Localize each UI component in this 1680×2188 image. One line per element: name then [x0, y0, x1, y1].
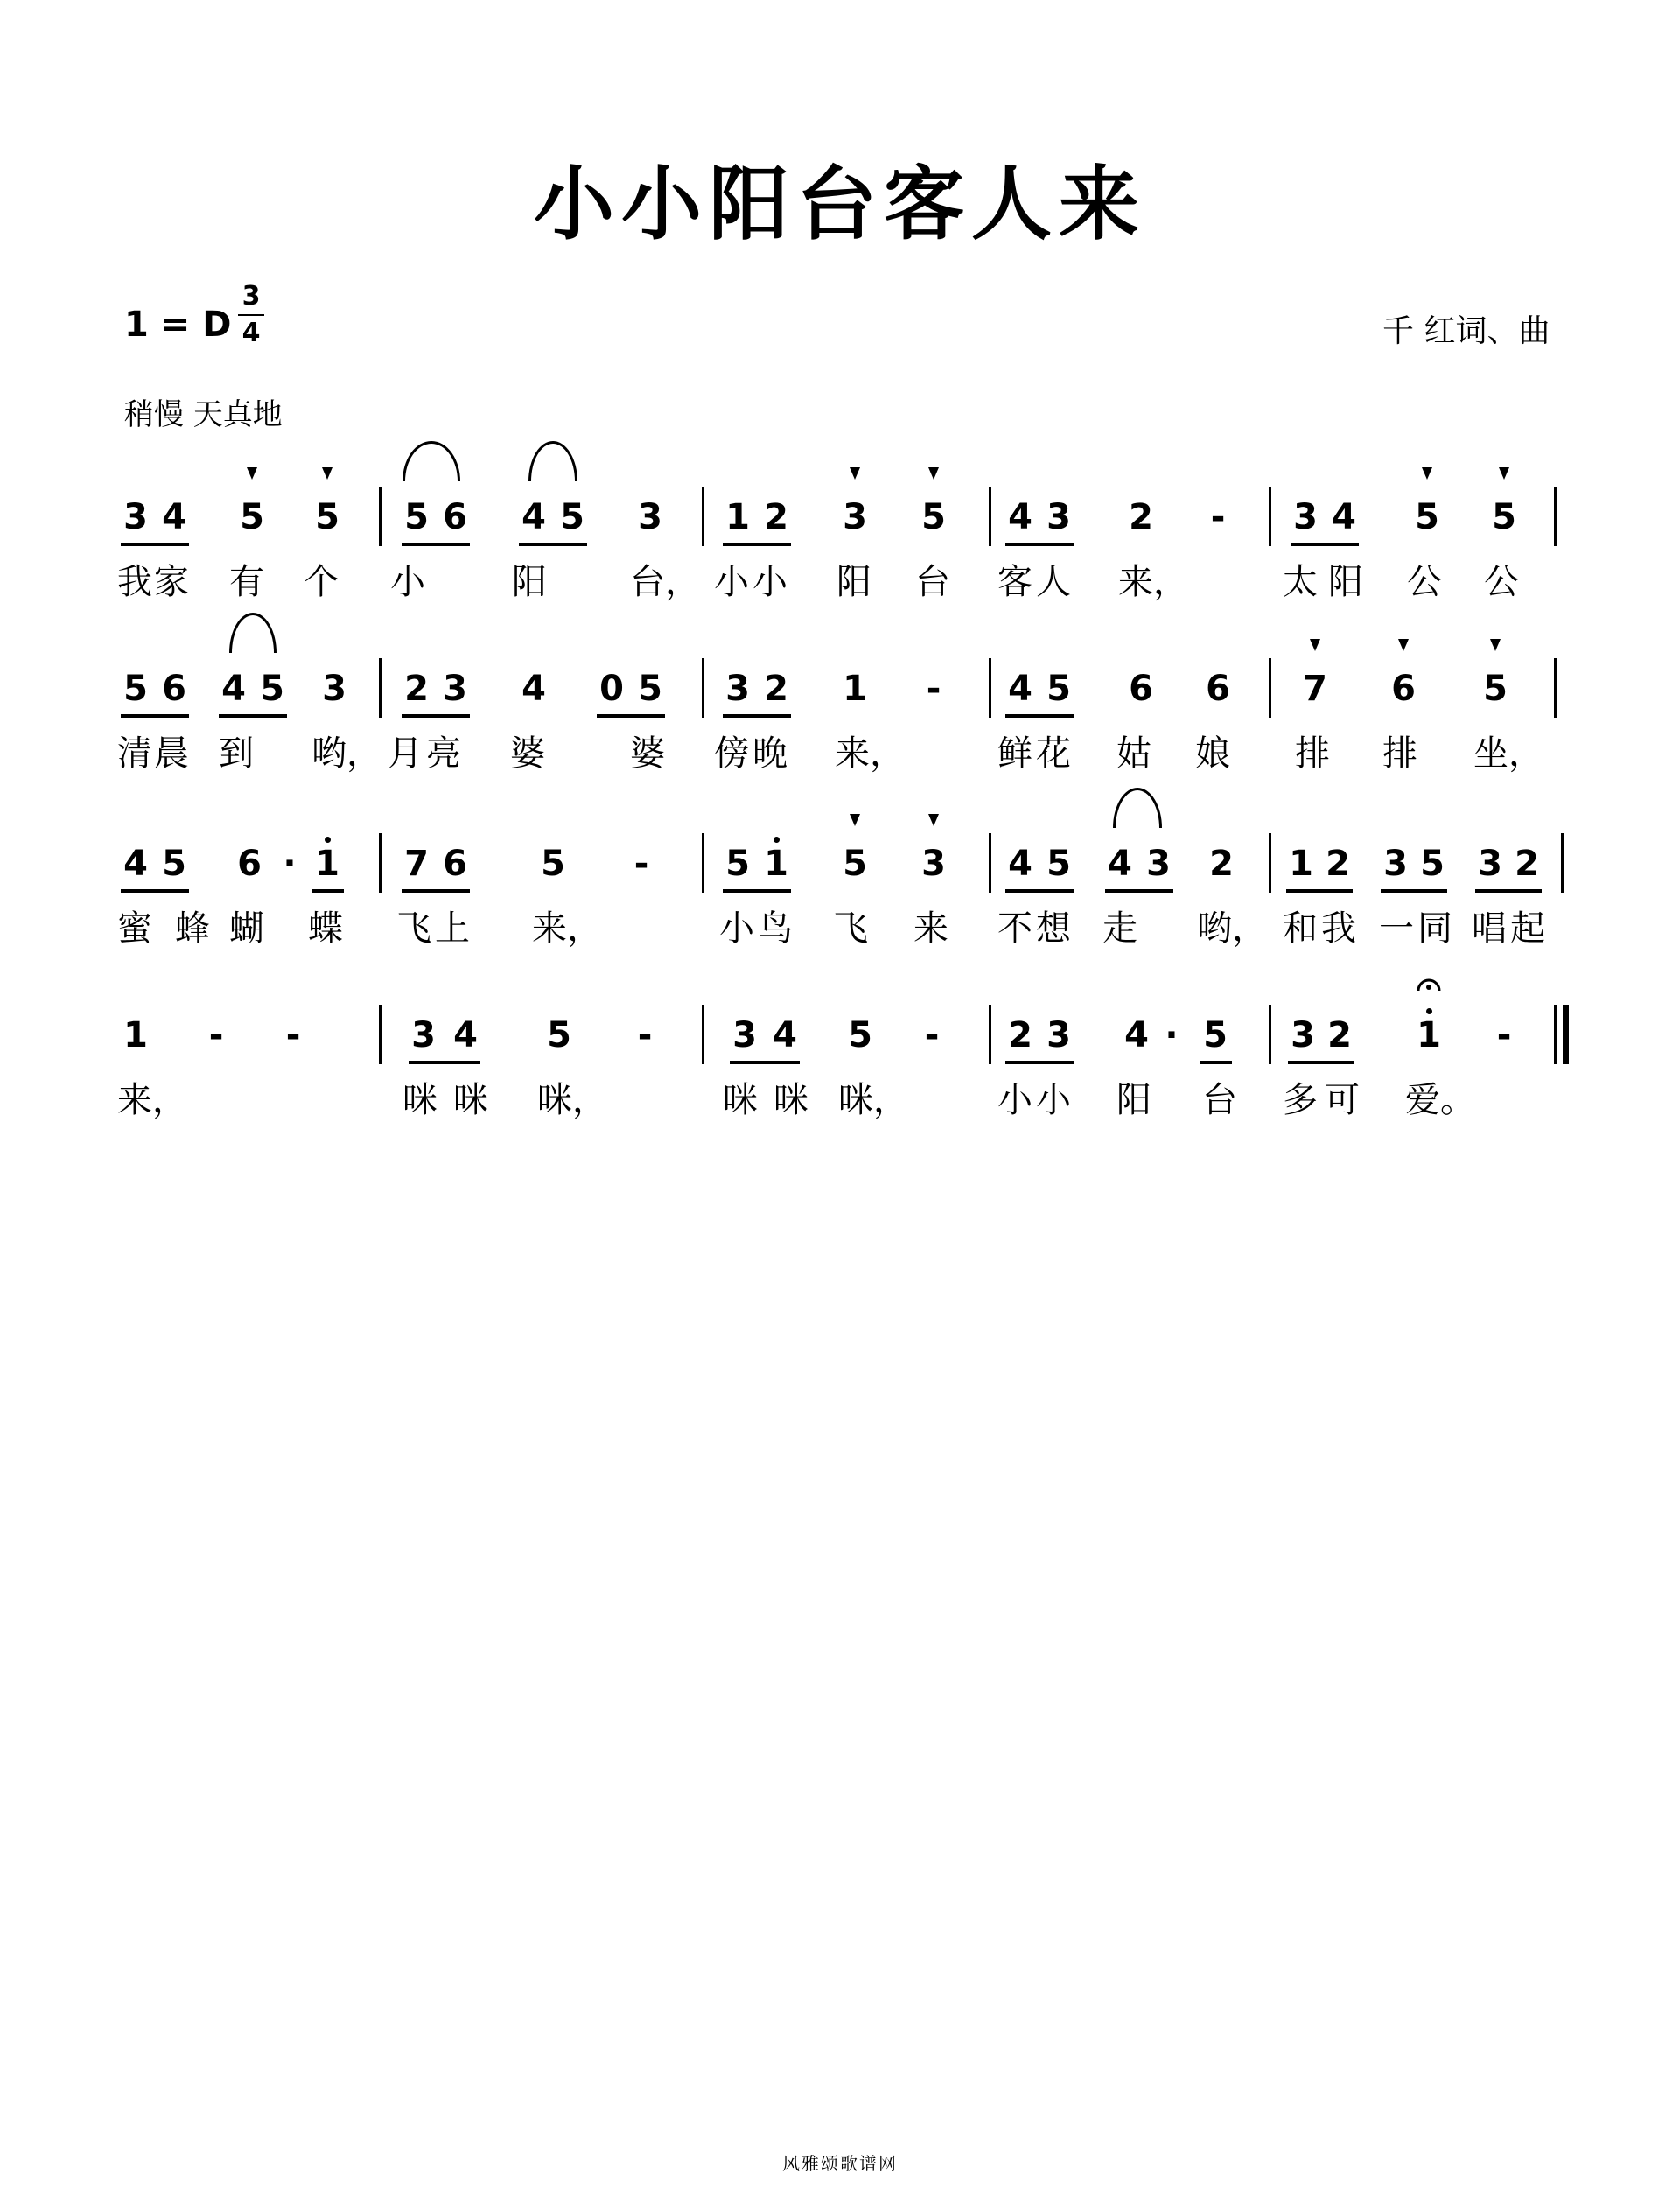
accent-mark — [1499, 467, 1509, 480]
accent-mark — [850, 467, 860, 480]
slur — [402, 441, 460, 481]
note: 7 — [404, 844, 429, 884]
lyric-char: 客 — [998, 562, 1032, 602]
underline — [1005, 714, 1074, 718]
lyric-char: 想 — [1036, 908, 1071, 949]
underline — [519, 543, 587, 546]
note: - — [926, 669, 942, 709]
note: 3 — [1293, 497, 1318, 537]
lyric-char: 咪 — [723, 1080, 758, 1120]
underline — [1381, 889, 1447, 893]
note: 6 — [1129, 669, 1153, 709]
note: 1 — [764, 844, 788, 884]
note: 6 — [1391, 669, 1416, 709]
high-octave-dot — [1426, 1008, 1432, 1014]
lyric-char: 和 — [1283, 908, 1318, 949]
note: 3 — [123, 497, 148, 537]
note: 1 — [725, 497, 750, 537]
note: 5 — [123, 669, 148, 709]
note: 3 — [322, 669, 346, 709]
lyric-char: 阳 — [1116, 1080, 1152, 1120]
bar-line — [702, 1005, 704, 1064]
lyric-char: 亮 — [426, 733, 461, 774]
note: 5 — [1420, 844, 1445, 884]
lyric-char: 小 — [1036, 1080, 1071, 1120]
lyric-char: 飞 — [396, 908, 431, 949]
bar-line — [1561, 833, 1564, 893]
lyric-line-2 — [0, 732, 1680, 784]
underline — [597, 714, 665, 718]
note: 5 — [1203, 1015, 1228, 1055]
note: 4 — [1008, 497, 1032, 537]
note: 3 — [411, 1015, 436, 1055]
underline — [1475, 889, 1542, 893]
lyric-char: 个 — [304, 562, 339, 602]
note: 5 — [725, 844, 750, 884]
bar-line — [379, 833, 382, 893]
lyric-line-4 — [0, 1078, 1680, 1131]
lyric-line-3 — [0, 907, 1680, 959]
lyric-char: 娘 — [1195, 733, 1230, 774]
lyric-char: 哟， — [312, 733, 382, 774]
note: 4 — [522, 669, 546, 709]
bar-line — [379, 1005, 382, 1064]
underline — [723, 714, 791, 718]
note: - — [208, 1015, 224, 1055]
underline — [1288, 1061, 1354, 1064]
note: 4 — [221, 669, 246, 709]
note: 5 — [848, 1015, 872, 1055]
lyric-char: 排 — [1382, 733, 1418, 774]
note: 3 — [638, 497, 662, 537]
note: 5 — [162, 844, 186, 884]
note: - — [1496, 1015, 1512, 1055]
note: 5 — [560, 497, 584, 537]
note: 2 — [764, 497, 788, 537]
lyric-char: 咪 — [774, 1080, 808, 1120]
lyric-char: 蜂 — [175, 908, 210, 949]
note: 5 — [315, 497, 340, 537]
note: 3 — [1046, 1015, 1071, 1055]
bar-line — [1554, 1005, 1557, 1064]
slur — [528, 441, 578, 481]
note: 1 — [315, 844, 340, 884]
note: 4 — [1332, 497, 1356, 537]
note: 4 — [453, 1015, 478, 1055]
bar-line — [1269, 487, 1271, 546]
lyric-char: 小 — [714, 562, 749, 602]
bar-line — [1269, 1005, 1271, 1064]
note: 3 — [1146, 844, 1171, 884]
lyric-char: 坐， — [1474, 733, 1544, 774]
lyric-char: 唱 — [1472, 908, 1507, 949]
lyric-char: 蜜 — [117, 908, 152, 949]
lyric-char: 起 — [1510, 908, 1545, 949]
bar-line — [702, 833, 704, 893]
note: 1 — [843, 669, 867, 709]
bar-line — [989, 833, 991, 893]
note: 5 — [260, 669, 284, 709]
note: 3 — [1478, 844, 1502, 884]
lyric-char: 台 — [1202, 1080, 1237, 1120]
note: 4 — [1124, 1015, 1149, 1055]
lyric-char: 可 — [1325, 1080, 1360, 1120]
lyric-char: 来， — [532, 908, 602, 949]
lyric-char: 小 — [390, 562, 425, 602]
accent-mark — [1310, 639, 1320, 651]
lyric-char: 月 — [388, 733, 423, 774]
lyric-char: 花 — [1036, 733, 1071, 774]
lyric-char: 我 — [117, 562, 152, 602]
bar-line — [1554, 487, 1557, 546]
time-signature-line — [238, 314, 264, 316]
lyric-char: 我 — [1321, 908, 1356, 949]
underline — [312, 889, 344, 893]
note: 3 — [1046, 497, 1071, 537]
song-title: 小小阳台客人来 — [533, 158, 1146, 251]
note: 1 — [1417, 1015, 1441, 1055]
lyric-char: 婆 — [510, 733, 545, 774]
underline — [723, 889, 791, 893]
underline — [121, 543, 189, 546]
lyric-char: 蝶 — [308, 908, 343, 949]
score-line-3 — [0, 842, 1680, 912]
lyric-char: 不 — [998, 908, 1032, 949]
lyric-char: 阳 — [1328, 562, 1363, 602]
lyric-char: 飞 — [833, 908, 868, 949]
note: 4 — [1008, 669, 1032, 709]
note: 5 — [404, 497, 429, 537]
note: 5 — [1046, 844, 1071, 884]
lyric-char: 多 — [1283, 1080, 1318, 1120]
underline — [1291, 543, 1359, 546]
lyric-char: 小 — [752, 562, 788, 602]
lyric-char: 阳 — [836, 562, 872, 602]
lyric-char: 咪 — [402, 1080, 438, 1120]
lyric-char: 公 — [1407, 562, 1442, 602]
underline — [1286, 889, 1353, 893]
note: 2 — [1008, 1015, 1032, 1055]
note: 2 — [404, 669, 429, 709]
lyric-char: 太 — [1283, 562, 1318, 602]
lyric-char: 婆 — [630, 733, 665, 774]
note: 3 — [1291, 1015, 1315, 1055]
fermata-icon — [1417, 973, 1441, 992]
note: 5 — [1415, 497, 1439, 537]
note: 4 — [773, 1015, 797, 1055]
note: 2 — [1327, 1015, 1352, 1055]
time-signature — [238, 280, 264, 350]
underline — [1005, 543, 1074, 546]
note: 6 — [443, 844, 467, 884]
bar-line — [1269, 658, 1271, 718]
accent-mark — [928, 814, 939, 826]
note: 2 — [764, 669, 788, 709]
underline — [121, 889, 189, 893]
score-line-2 — [0, 667, 1680, 737]
score-line-4 — [0, 1013, 1680, 1083]
underline — [1005, 889, 1074, 893]
score-line-1 — [0, 495, 1680, 565]
lyric-char: 阳 — [512, 562, 547, 602]
bar-line — [702, 658, 704, 718]
time-signature-top: 3 — [242, 281, 261, 312]
note: 6 — [443, 497, 467, 537]
underline — [1105, 889, 1173, 893]
lyric-char: 台， — [630, 562, 700, 602]
lyric-char: 哟， — [1197, 908, 1267, 949]
lyric-char: 公 — [1484, 562, 1519, 602]
underline — [402, 543, 470, 546]
slur — [229, 613, 276, 653]
accent-mark — [322, 467, 332, 480]
note: 2 — [1209, 844, 1234, 884]
lyric-char: 傍 — [714, 733, 749, 774]
bar-line — [379, 487, 382, 546]
lyric-char: 晨 — [154, 733, 189, 774]
bar-line — [379, 658, 382, 718]
accent-mark — [1490, 639, 1501, 651]
bar-line — [1554, 658, 1557, 718]
note: 4 — [162, 497, 186, 537]
note: 5 — [638, 669, 662, 709]
lyric-char: 上 — [435, 908, 470, 949]
note: 6 — [237, 844, 262, 884]
note: - — [634, 844, 649, 884]
note: · — [1165, 1015, 1179, 1055]
lyric-char: 来 — [914, 908, 948, 949]
underline — [402, 889, 470, 893]
note: - — [924, 1015, 940, 1055]
note: 6 — [162, 669, 186, 709]
lyric-char: 咪 — [453, 1080, 488, 1120]
note: 3 — [921, 844, 946, 884]
note: 3 — [725, 669, 750, 709]
note: 5 — [1046, 669, 1071, 709]
accent-mark — [928, 467, 939, 480]
accent-mark — [1398, 639, 1409, 651]
note: 5 — [240, 497, 264, 537]
note: 2 — [1129, 497, 1153, 537]
slur — [1113, 788, 1162, 828]
underline — [1005, 1061, 1074, 1064]
lyric-char: 鲜 — [998, 733, 1032, 774]
lyric-char: 爱。 — [1405, 1080, 1475, 1120]
lyric-char: 清 — [117, 733, 152, 774]
footer-watermark: 风雅颂歌谱网 — [782, 2153, 898, 2174]
lyric-char: 台 — [915, 562, 950, 602]
lyric-char: 咪， — [537, 1080, 607, 1120]
note: 7 — [1303, 669, 1327, 709]
key-signature: 1 = D — [124, 305, 232, 345]
lyric-char: 排 — [1295, 733, 1330, 774]
note: 3 — [843, 497, 867, 537]
underline — [723, 543, 791, 546]
note: 1 — [123, 1015, 148, 1055]
note: - — [285, 1015, 301, 1055]
note: 5 — [1483, 669, 1508, 709]
note: 2 — [1515, 844, 1539, 884]
accent-mark — [850, 814, 860, 826]
note: 5 — [1492, 497, 1516, 537]
note: 4 — [1008, 844, 1032, 884]
note: 3 — [443, 669, 467, 709]
note: 4 — [522, 497, 546, 537]
accent-mark — [247, 467, 257, 480]
note: 3 — [1383, 844, 1408, 884]
note: 5 — [921, 497, 946, 537]
note: 0 — [599, 669, 624, 709]
note: 5 — [541, 844, 565, 884]
lyric-char: 咪， — [838, 1080, 908, 1120]
note: 6 — [1206, 669, 1230, 709]
lyric-char: 小 — [719, 908, 754, 949]
note: 3 — [732, 1015, 757, 1055]
note: 5 — [843, 844, 867, 884]
note: 5 — [547, 1015, 571, 1055]
underline — [402, 714, 470, 718]
lyric-char: 来， — [1118, 562, 1188, 602]
final-bar-line — [1563, 1005, 1569, 1064]
lyric-char: 来， — [835, 733, 905, 774]
high-octave-dot — [774, 837, 780, 843]
lyric-char: 有 — [229, 562, 264, 602]
lyric-char: 晚 — [752, 733, 788, 774]
lyric-char: 小 — [998, 1080, 1032, 1120]
lyric-char: 鸟 — [758, 908, 793, 949]
bar-line — [702, 487, 704, 546]
note: - — [1210, 497, 1226, 537]
lyric-char: 到 — [219, 733, 254, 774]
note: - — [637, 1015, 653, 1055]
lyric-line-1 — [0, 560, 1680, 613]
note: 2 — [1326, 844, 1350, 884]
lyric-char: 走 — [1102, 908, 1138, 949]
accent-mark — [1422, 467, 1432, 480]
note: 1 — [1289, 844, 1313, 884]
lyric-char: 蝴 — [229, 908, 264, 949]
underline — [409, 1061, 480, 1064]
underline — [1200, 1061, 1232, 1064]
high-octave-dot — [325, 837, 331, 843]
time-signature-bottom: 4 — [242, 318, 261, 348]
underline — [121, 714, 189, 718]
bar-line — [989, 487, 991, 546]
bar-line — [989, 1005, 991, 1064]
tempo-marking: 稍慢 天真地 — [124, 397, 283, 432]
underline — [219, 714, 287, 718]
lyric-char: 来， — [117, 1080, 187, 1120]
lyric-char: 姑 — [1116, 733, 1152, 774]
note: 4 — [1108, 844, 1132, 884]
lyric-char: 同 — [1418, 908, 1452, 949]
lyric-char: 人 — [1036, 562, 1071, 602]
lyric-char: 一 — [1379, 908, 1414, 949]
underline — [730, 1061, 800, 1064]
bar-line — [989, 658, 991, 718]
lyric-char: 家 — [154, 562, 189, 602]
note: · — [283, 844, 297, 884]
composer-credit: 千 红词、曲 — [1382, 313, 1550, 349]
note: 4 — [123, 844, 148, 884]
bar-line — [1269, 833, 1271, 893]
